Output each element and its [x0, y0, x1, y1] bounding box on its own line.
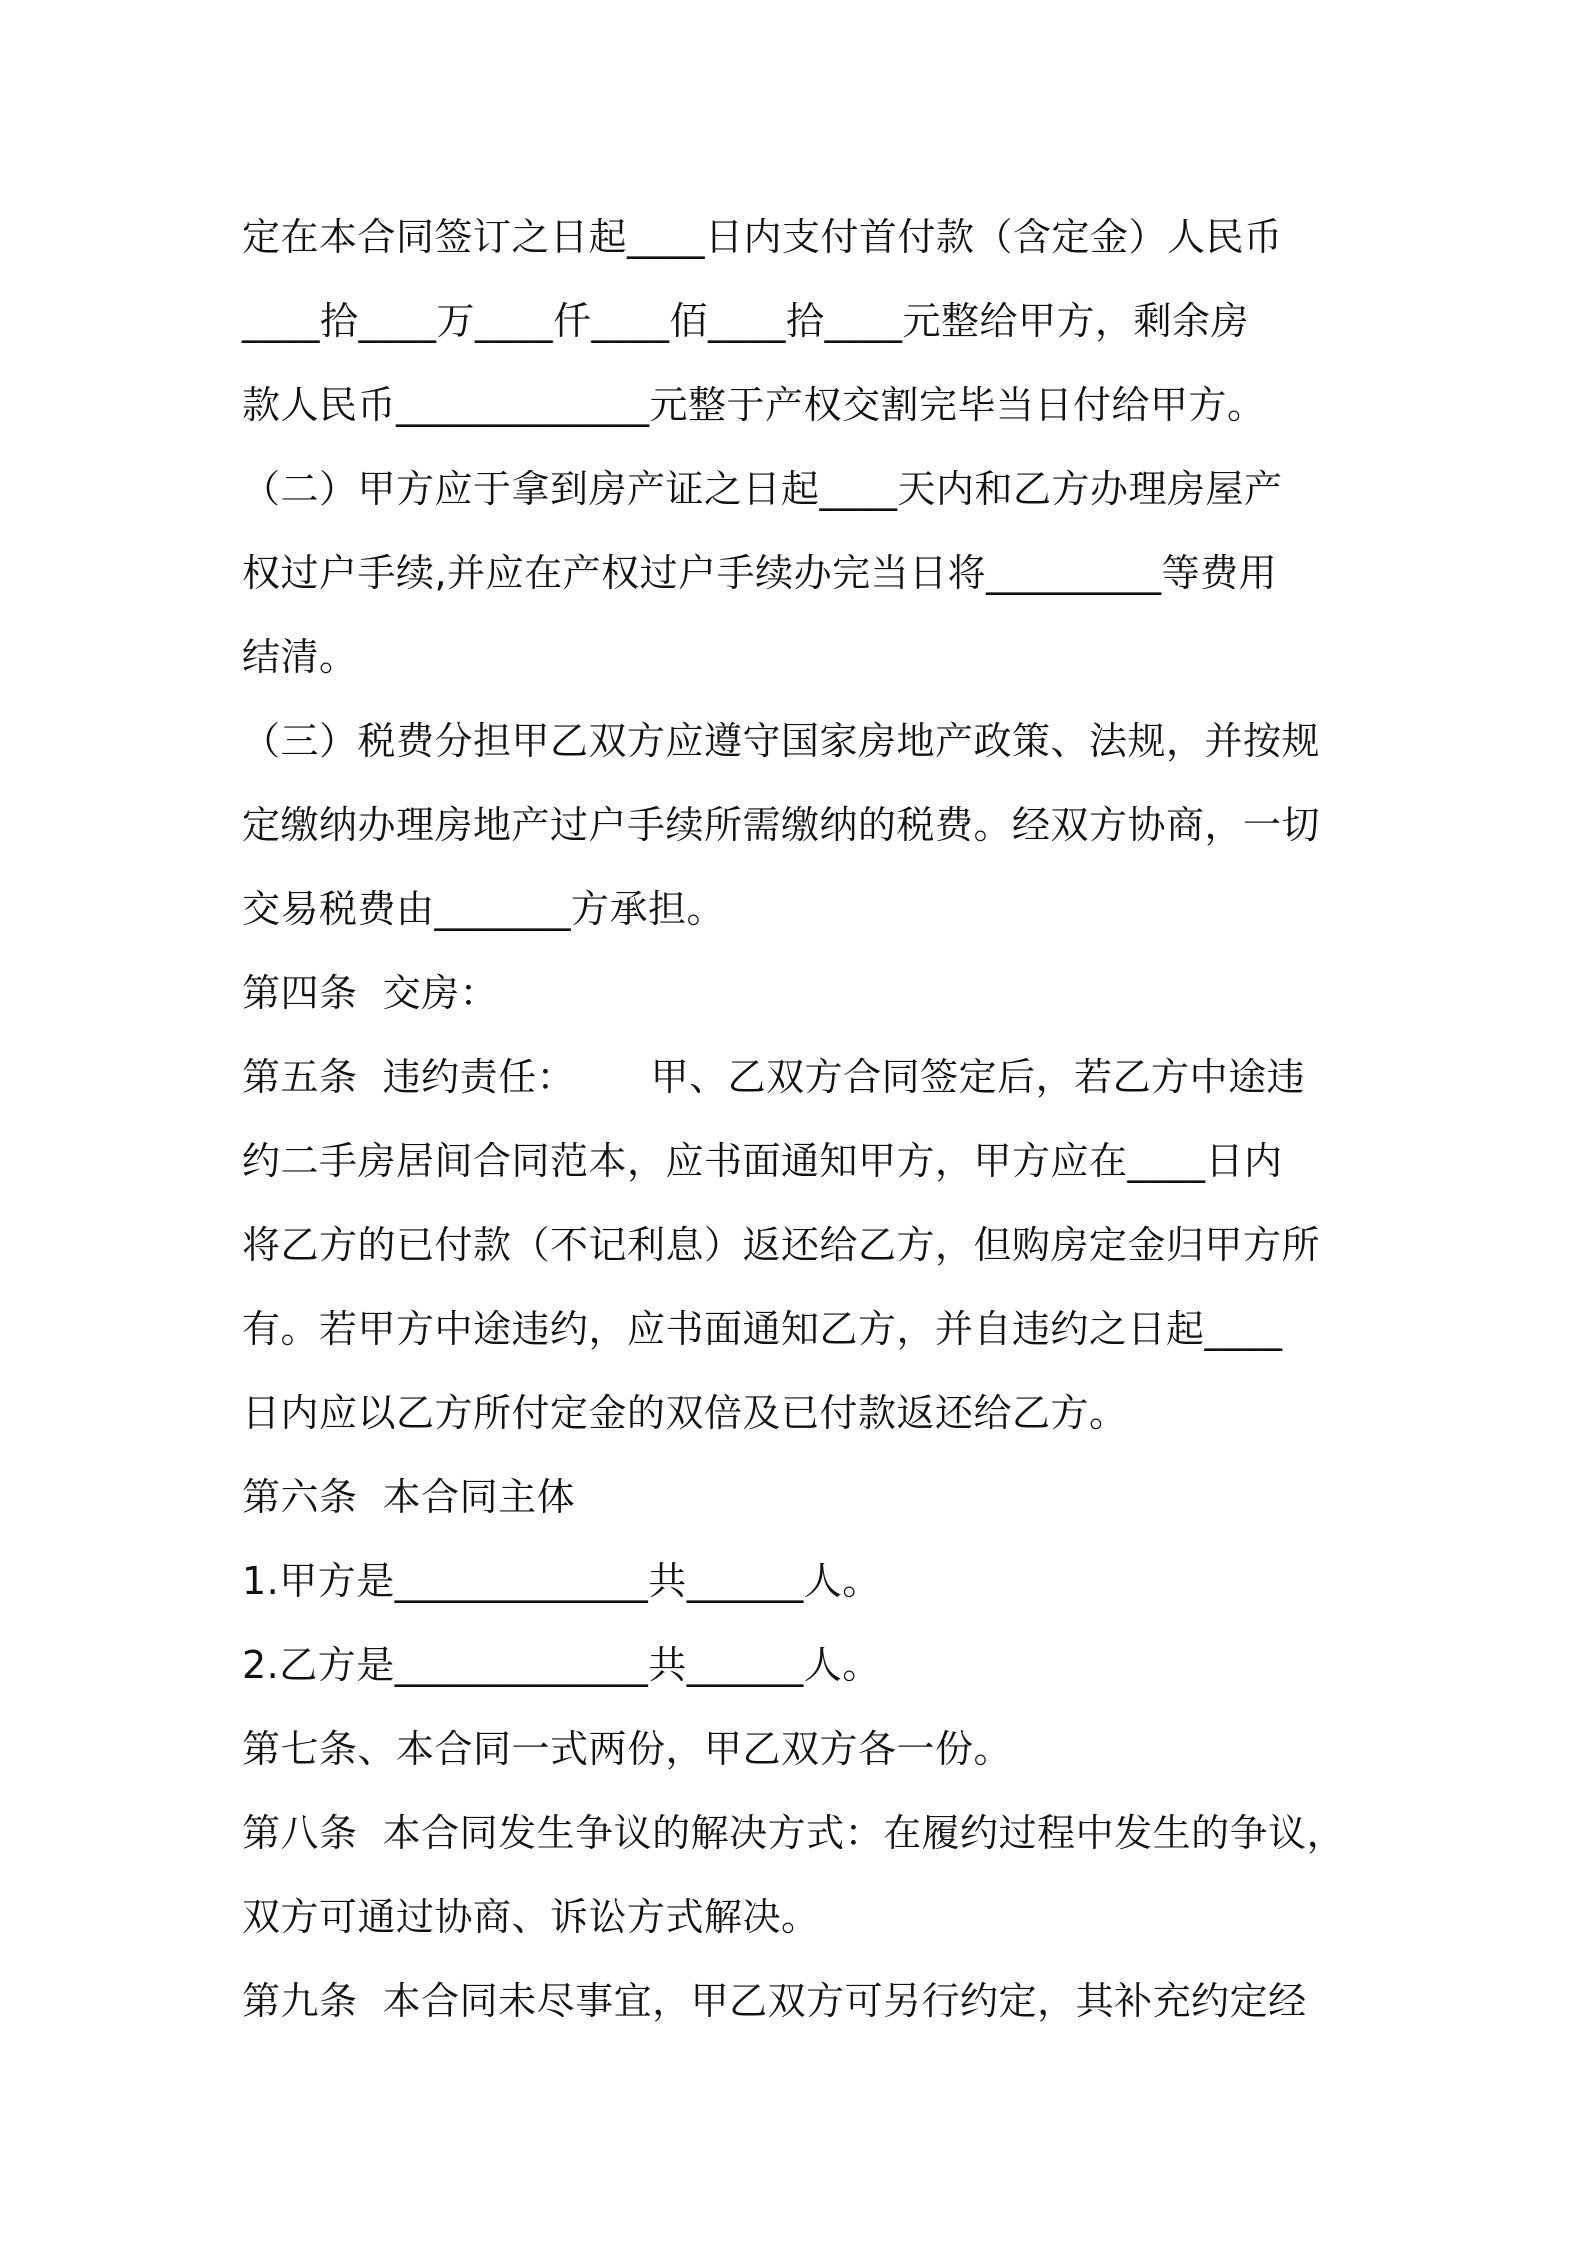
text-line: 2.乙方是_____________共______人。 [242, 1643, 881, 1687]
text-line: 第九条 本合同未尽事宜，甲乙双方可另行约定，其补充约定经 [242, 1979, 1307, 2023]
text-line: 有。若甲方中途违约，应书面通知乙方，并自违约之日起____ [242, 1307, 1283, 1351]
text-line: 第七条、本合同一式两份，甲乙双方各一份。 [242, 1727, 1013, 1771]
text-line: 结清。 [242, 635, 358, 679]
article-heading: 第六条 本合同主体 [242, 1475, 576, 1519]
contract-body [242, 195, 1362, 2043]
text-line: 第八条 本合同发生争议的解决方式：在履约过程中发生的争议， [242, 1811, 1346, 1855]
text-line: 1.甲方是_____________共______人。 [242, 1559, 881, 1603]
text-line: 第五条 违约责任： 甲、乙双方合同签定后，若乙方中途违 [242, 1055, 1306, 1099]
text-line: 权过户手续,并应在产权过户手续办完当日将_________等费用 [242, 551, 1278, 595]
text-line: 交易税费由_______方承担。 [242, 887, 726, 931]
text-line: 日内应以乙方所付定金的双倍及已付款返还给乙方。 [242, 1391, 1128, 1435]
text-line: 定缴纳办理房地产过户手续所需缴纳的税费。经双方协商，一切 [242, 803, 1321, 847]
text-line: ____拾____万____仟____佰____拾____元整给甲方，剩余房 [242, 299, 1250, 343]
text-line: 将乙方的已付款（不记利息）返还给乙方，但购房定金归甲方所 [242, 1223, 1321, 1267]
text-line: 款人民币_____________元整于产权交割完毕当日付给甲方。 [242, 383, 1266, 427]
text-line: 双方可通过协商、诉讼方式解决。 [242, 1895, 820, 1939]
text-line: （三）税费分担甲乙双方应遵守国家房地产政策、法规，并按规 [242, 719, 1321, 763]
text-line: 定在本合同签订之日起____日内支付首付款（含定金）人民币 [242, 215, 1283, 259]
article-heading: 第四条 交房： [242, 971, 499, 1015]
text-line: 约二手房居间合同范本，应书面通知甲方，甲方应在____日内 [242, 1139, 1283, 1183]
text-line: （二）甲方应于拿到房产证之日起____天内和乙方办理房屋产 [242, 467, 1283, 511]
